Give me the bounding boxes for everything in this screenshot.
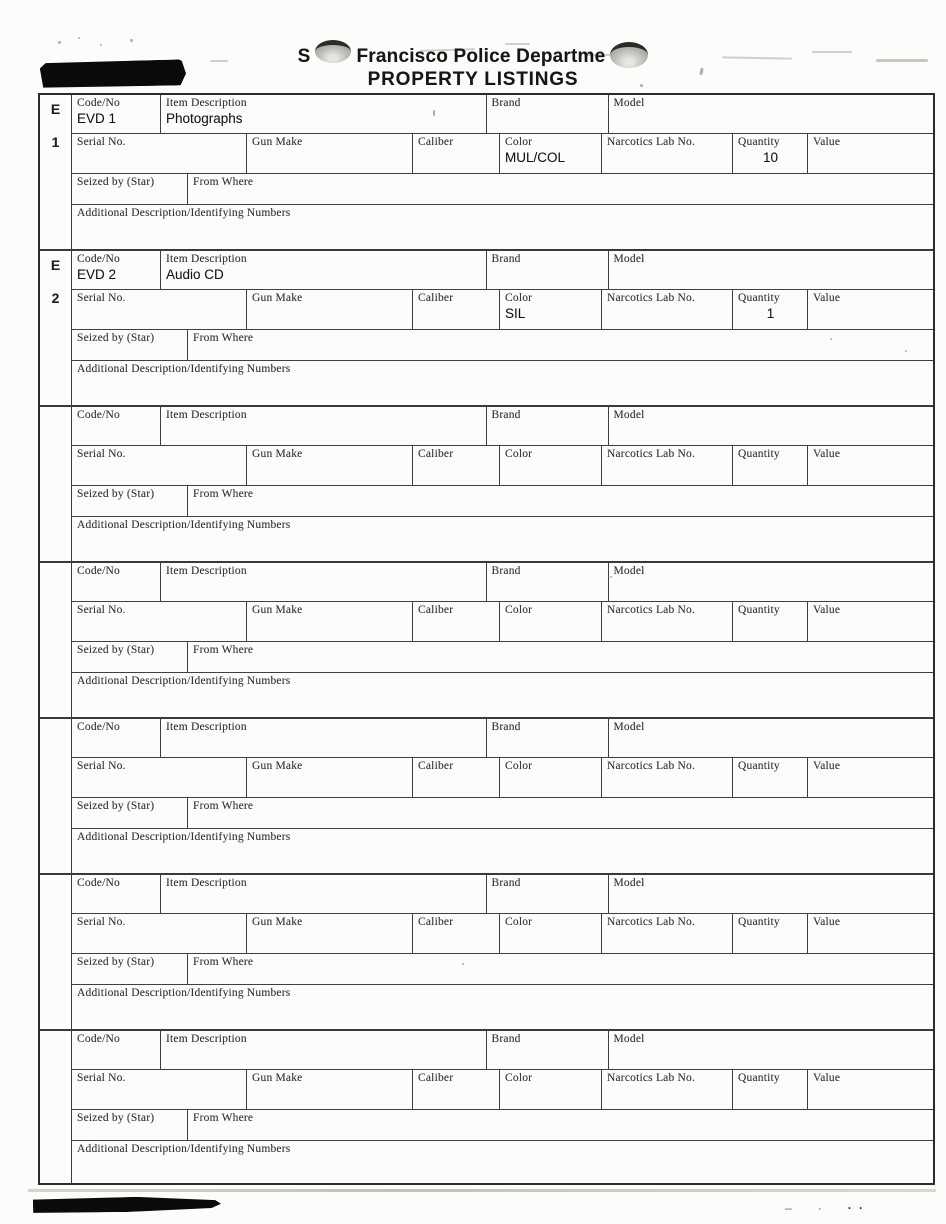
from-where-cell: [188, 954, 933, 985]
seized-by-cell: [72, 330, 188, 361]
value-label: Value: [813, 448, 841, 460]
color-label: Color: [505, 292, 533, 304]
document-subtitle: PROPERTY LISTINGS: [367, 69, 579, 90]
redaction-blob-icon: [315, 40, 351, 63]
seized-by-label: Seized by (Star): [77, 644, 155, 656]
table-row: [72, 719, 933, 758]
quantity-label: Quantity: [738, 448, 780, 460]
value-cell: [808, 1070, 933, 1110]
color-label: Color: [505, 604, 533, 616]
property-entry-block: [40, 719, 933, 875]
code-no-label: Code/No: [77, 253, 120, 265]
value-cell: [808, 602, 933, 642]
additional-description-label: Additional Description/Identifying Numbers: [77, 363, 291, 375]
additional-description-cell: [72, 517, 933, 561]
color-label: Color: [505, 448, 533, 460]
value-label: Value: [813, 1072, 841, 1084]
code-no-cell: [72, 1031, 161, 1070]
from-where-label: From Where: [193, 488, 254, 500]
table-row: [72, 205, 933, 249]
code-no-cell: [72, 875, 161, 914]
gun-make-label: Gun Make: [252, 760, 303, 772]
title-prefix: S: [297, 46, 311, 67]
item-description-label: Item Description: [166, 877, 247, 889]
item-description-label: Item Description: [166, 1033, 247, 1045]
additional-description-label: Additional Description/Identifying Numbers: [77, 987, 291, 999]
entry-margin-column: [40, 251, 72, 405]
quantity-label: Quantity: [738, 604, 780, 616]
brand-cell: [487, 1031, 609, 1070]
additional-description-cell: [72, 985, 933, 1029]
brand-label: Brand: [491, 97, 521, 109]
entry-rows: [72, 251, 933, 405]
brand-label: Brand: [491, 565, 521, 577]
caliber-cell: [413, 290, 500, 330]
table-row: [72, 361, 933, 405]
table-row: [72, 1031, 933, 1070]
model-cell: [609, 563, 934, 602]
quantity-label: Quantity: [738, 760, 780, 772]
caliber-label: Caliber: [418, 760, 454, 772]
color-label: Color: [505, 916, 533, 928]
model-label: Model: [613, 97, 645, 109]
table-row: [72, 446, 933, 486]
seized-by-cell: [72, 1110, 188, 1141]
from-where-cell: [188, 798, 933, 829]
redaction-blob-icon: [610, 42, 648, 68]
quantity-cell: [733, 134, 808, 174]
model-label: Model: [613, 565, 645, 577]
from-where-cell: [188, 486, 933, 517]
code-no-label: Code/No: [77, 97, 120, 109]
caliber-label: Caliber: [418, 292, 454, 304]
table-row: [72, 985, 933, 1029]
narcotics-lab-no-label: Narcotics Lab No.: [607, 916, 696, 928]
color-value: MUL/COL: [505, 150, 566, 165]
table-row: [72, 563, 933, 602]
seized-by-cell: [72, 642, 188, 673]
seized-by-cell: [72, 486, 188, 517]
from-where-label: From Where: [193, 644, 254, 656]
serial-no-label: Serial No.: [77, 136, 126, 148]
narcotics-lab-no-label: Narcotics Lab No.: [607, 760, 696, 772]
brand-cell: [487, 563, 609, 602]
table-row: [72, 673, 933, 717]
seized-by-label: Seized by (Star): [77, 956, 155, 968]
from-where-cell: [188, 642, 933, 673]
color-cell: [500, 446, 602, 486]
serial-no-cell: [72, 446, 247, 486]
model-label: Model: [613, 253, 645, 265]
gun-make-cell: [247, 602, 413, 642]
table-row: [72, 134, 933, 174]
item-description-cell: [161, 1031, 487, 1070]
narcotics-lab-no-cell: [602, 1070, 733, 1110]
from-where-cell: [188, 330, 933, 361]
quantity-label: Quantity: [738, 292, 780, 304]
code-no-label: Code/No: [77, 409, 120, 421]
item-description-value: Audio CD: [166, 267, 224, 282]
value-label: Value: [813, 916, 841, 928]
serial-no-label: Serial No.: [77, 448, 126, 460]
from-where-label: From Where: [193, 956, 254, 968]
gun-make-cell: [247, 1070, 413, 1110]
caliber-cell: [413, 914, 500, 954]
entry-rows: [72, 407, 933, 561]
gun-make-label: Gun Make: [252, 1072, 303, 1084]
table-row: [72, 914, 933, 954]
faint-mark: –: [785, 1201, 792, 1215]
seized-by-label: Seized by (Star): [77, 488, 155, 500]
value-cell: [808, 914, 933, 954]
gun-make-label: Gun Make: [252, 916, 303, 928]
table-row: [72, 407, 933, 446]
value-label: Value: [813, 760, 841, 772]
seized-by-cell: [72, 798, 188, 829]
property-entry-block: [40, 875, 933, 1031]
code-no-cell: [72, 95, 161, 134]
value-cell: [808, 758, 933, 798]
gun-make-label: Gun Make: [252, 292, 303, 304]
item-description-label: Item Description: [166, 97, 247, 109]
gun-make-cell: [247, 914, 413, 954]
color-label: Color: [505, 760, 533, 772]
item-description-value: Photographs: [166, 111, 243, 126]
item-description-cell: [161, 719, 487, 758]
item-description-label: Item Description: [166, 565, 247, 577]
brand-label: Brand: [491, 721, 521, 733]
property-entry-block: [40, 563, 933, 719]
value-label: Value: [813, 136, 841, 148]
property-entry-block: [40, 1031, 933, 1185]
code-no-label: Code/No: [77, 877, 120, 889]
additional-description-label: Additional Description/Identifying Numbers: [77, 831, 291, 843]
caliber-label: Caliber: [418, 448, 454, 460]
table-row: [72, 290, 933, 330]
table-row: [72, 602, 933, 642]
additional-description-label: Additional Description/Identifying Numbers: [77, 1143, 291, 1155]
color-cell: [500, 1070, 602, 1110]
from-where-label: From Where: [193, 332, 254, 344]
table-row: [72, 1141, 933, 1185]
narcotics-lab-no-label: Narcotics Lab No.: [607, 1072, 696, 1084]
entry-number: 2: [51, 290, 60, 306]
additional-description-cell: [72, 361, 933, 405]
title-text: Francisco Police Departme: [356, 46, 606, 67]
value-cell: [808, 290, 933, 330]
narcotics-lab-no-cell: [602, 134, 733, 174]
scan-edge-line: [28, 1189, 936, 1192]
serial-no-cell: [72, 758, 247, 798]
table-row: [72, 875, 933, 914]
item-description-cell: [161, 563, 487, 602]
narcotics-lab-no-cell: [602, 914, 733, 954]
model-label: Model: [613, 409, 645, 421]
model-label: Model: [613, 721, 645, 733]
brand-cell: [487, 251, 609, 290]
serial-no-cell: [72, 602, 247, 642]
color-cell: [500, 602, 602, 642]
additional-description-cell: [72, 673, 933, 717]
gun-make-cell: [247, 134, 413, 174]
caliber-cell: [413, 446, 500, 486]
serial-no-cell: [72, 290, 247, 330]
entry-margin-column: [40, 875, 72, 1029]
model-cell: [609, 875, 934, 914]
brand-label: Brand: [491, 877, 521, 889]
code-no-label: Code/No: [77, 565, 120, 577]
gun-make-cell: [247, 290, 413, 330]
caliber-cell: [413, 1070, 500, 1110]
table-row: [72, 517, 933, 561]
additional-description-cell: [72, 1141, 933, 1185]
brand-label: Brand: [491, 1033, 521, 1045]
model-cell: [609, 407, 934, 446]
from-where-cell: [188, 1110, 933, 1141]
table-row: [72, 251, 933, 290]
narcotics-lab-no-cell: [602, 758, 733, 798]
from-where-label: From Where: [193, 800, 254, 812]
faint-page-marks: [785, 1201, 925, 1215]
item-description-cell: [161, 95, 487, 134]
model-cell: [609, 719, 934, 758]
entry-margin-column: [40, 1031, 72, 1185]
brand-label: Brand: [491, 253, 521, 265]
narcotics-lab-no-cell: [602, 446, 733, 486]
model-cell: [609, 251, 934, 290]
gun-make-label: Gun Make: [252, 604, 303, 616]
model-cell: [609, 1031, 934, 1070]
table-row: [72, 1070, 933, 1110]
seized-by-cell: [72, 954, 188, 985]
model-cell: [609, 95, 934, 134]
property-entry-block: [40, 95, 933, 251]
seized-by-label: Seized by (Star): [77, 176, 155, 188]
quantity-cell: [733, 446, 808, 486]
color-cell: [500, 758, 602, 798]
narcotics-lab-no-cell: [602, 290, 733, 330]
caliber-cell: [413, 134, 500, 174]
faint-mark: · ·: [847, 1201, 866, 1215]
item-description-label: Item Description: [166, 721, 247, 733]
table-row: [72, 954, 933, 985]
quantity-label: Quantity: [738, 1072, 780, 1084]
seized-by-label: Seized by (Star): [77, 332, 155, 344]
value-label: Value: [813, 292, 841, 304]
table-row: [72, 486, 933, 517]
additional-description-label: Additional Description/Identifying Numbers: [77, 519, 291, 531]
entry-letter: E: [50, 257, 61, 273]
property-entry-block: [40, 251, 933, 407]
item-description-cell: [161, 875, 487, 914]
property-table: [38, 93, 935, 1185]
table-row: [72, 1110, 933, 1141]
quantity-cell: [733, 1070, 808, 1110]
quantity-value: 1: [766, 306, 775, 321]
model-label: Model: [613, 1033, 645, 1045]
value-cell: [808, 134, 933, 174]
color-label: Color: [505, 136, 533, 148]
entry-margin-column: [40, 95, 72, 249]
gun-make-cell: [247, 446, 413, 486]
item-description-cell: [161, 407, 487, 446]
caliber-cell: [413, 602, 500, 642]
color-label: Color: [505, 1072, 533, 1084]
quantity-value: 10: [762, 150, 779, 165]
table-row: [72, 758, 933, 798]
table-row: [72, 642, 933, 673]
table-row: [72, 95, 933, 134]
table-row: [72, 798, 933, 829]
color-cell: [500, 290, 602, 330]
gun-make-label: Gun Make: [252, 136, 303, 148]
seized-by-cell: [72, 174, 188, 205]
seized-by-label: Seized by (Star): [77, 1112, 155, 1124]
caliber-cell: [413, 758, 500, 798]
seized-by-label: Seized by (Star): [77, 800, 155, 812]
code-no-cell: [72, 719, 161, 758]
value-cell: [808, 446, 933, 486]
from-where-label: From Where: [193, 176, 254, 188]
code-no-cell: [72, 563, 161, 602]
color-cell: [500, 914, 602, 954]
brand-label: Brand: [491, 409, 521, 421]
serial-no-cell: [72, 914, 247, 954]
item-description-cell: [161, 251, 487, 290]
narcotics-lab-no-label: Narcotics Lab No.: [607, 136, 696, 148]
additional-description-cell: [72, 829, 933, 873]
caliber-label: Caliber: [418, 916, 454, 928]
entry-margin-column: [40, 407, 72, 561]
entry-rows: [72, 719, 933, 873]
color-cell: [500, 134, 602, 174]
serial-no-label: Serial No.: [77, 604, 126, 616]
narcotics-lab-no-label: Narcotics Lab No.: [607, 292, 696, 304]
entry-number: 1: [51, 134, 60, 150]
code-no-label: Code/No: [77, 721, 120, 733]
entry-rows: [72, 875, 933, 1029]
caliber-label: Caliber: [418, 1072, 454, 1084]
additional-description-cell: [72, 205, 933, 249]
quantity-cell: [733, 758, 808, 798]
code-no-cell: [72, 407, 161, 446]
serial-no-cell: [72, 134, 247, 174]
code-no-value: EVD 2: [77, 267, 117, 282]
scan-speckle: [130, 39, 133, 42]
additional-description-label: Additional Description/Identifying Numbers: [77, 207, 291, 219]
value-label: Value: [813, 604, 841, 616]
entry-margin-column: [40, 563, 72, 717]
entry-letter: E: [50, 101, 61, 117]
property-entry-block: [40, 407, 933, 563]
item-description-label: Item Description: [166, 253, 247, 265]
serial-no-cell: [72, 1070, 247, 1110]
narcotics-lab-no-cell: [602, 602, 733, 642]
scan-speckle: [78, 37, 80, 39]
redaction-bar: [40, 59, 187, 89]
faint-mark: ·: [817, 1201, 822, 1215]
quantity-label: Quantity: [738, 916, 780, 928]
additional-description-label: Additional Description/Identifying Numbers: [77, 675, 291, 687]
quantity-cell: [733, 290, 808, 330]
serial-no-label: Serial No.: [77, 1072, 126, 1084]
quantity-cell: [733, 602, 808, 642]
brand-cell: [487, 407, 609, 446]
code-no-value: EVD 1: [77, 111, 117, 126]
serial-no-label: Serial No.: [77, 916, 126, 928]
code-no-label: Code/No: [77, 1033, 120, 1045]
caliber-label: Caliber: [418, 604, 454, 616]
quantity-cell: [733, 914, 808, 954]
gun-make-cell: [247, 758, 413, 798]
brand-cell: [487, 95, 609, 134]
serial-no-label: Serial No.: [77, 760, 126, 772]
item-description-label: Item Description: [166, 409, 247, 421]
color-value: SIL: [505, 306, 526, 321]
code-no-cell: [72, 251, 161, 290]
entry-rows: [72, 563, 933, 717]
narcotics-lab-no-label: Narcotics Lab No.: [607, 448, 696, 460]
quantity-label: Quantity: [738, 136, 780, 148]
model-label: Model: [613, 877, 645, 889]
redaction-bar: [33, 1196, 221, 1214]
from-where-label: From Where: [193, 1112, 254, 1124]
caliber-label: Caliber: [418, 136, 454, 148]
gun-make-label: Gun Make: [252, 448, 303, 460]
entry-rows: [72, 95, 933, 249]
table-row: [72, 330, 933, 361]
serial-no-label: Serial No.: [77, 292, 126, 304]
brand-cell: [487, 875, 609, 914]
table-row: [72, 174, 933, 205]
entry-rows: [72, 1031, 933, 1185]
table-row: [72, 829, 933, 873]
brand-cell: [487, 719, 609, 758]
from-where-cell: [188, 174, 933, 205]
narcotics-lab-no-label: Narcotics Lab No.: [607, 604, 696, 616]
entry-margin-column: [40, 719, 72, 873]
